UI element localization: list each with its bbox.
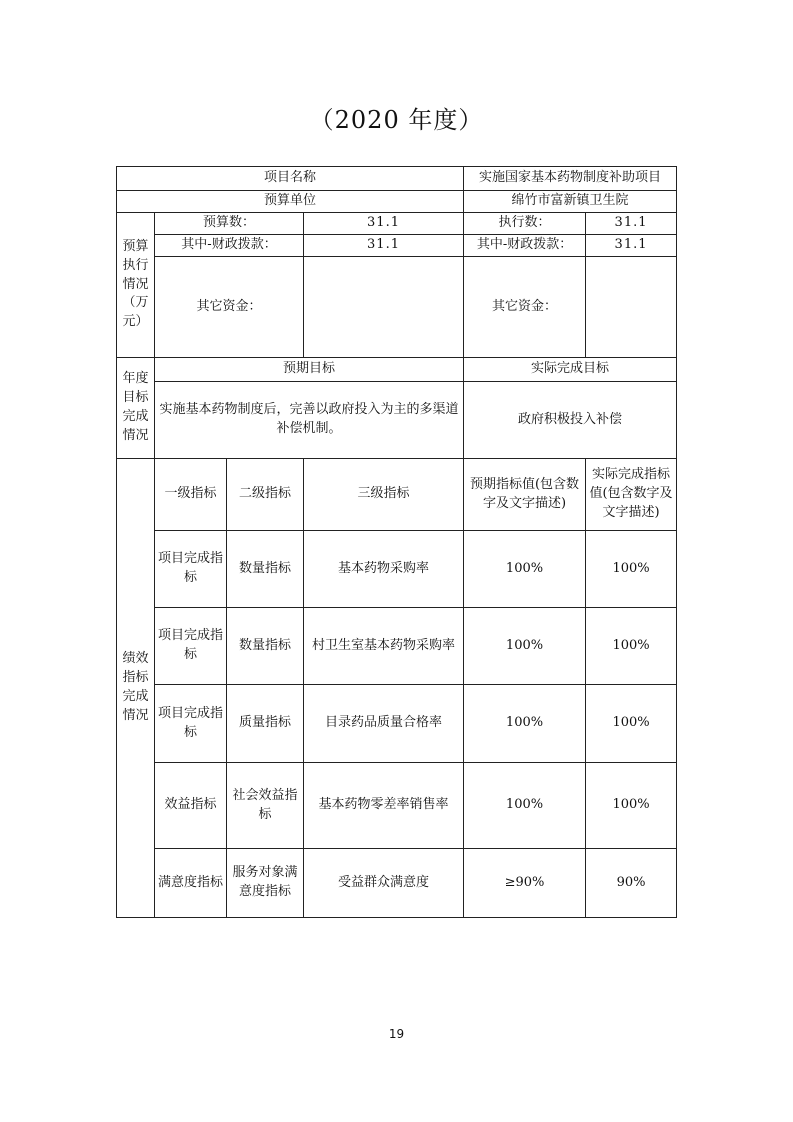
table-row xyxy=(117,685,677,763)
header-actual-value: 实际完成指标值(包含数字及文字描述) xyxy=(586,459,677,531)
other-funds-label: 其它资金： xyxy=(155,257,304,358)
level1-cell: 满意度指标 xyxy=(155,849,227,918)
performance-form xyxy=(116,166,677,918)
actual-value-cell: 100% xyxy=(586,685,677,763)
header-level1: 一级指标 xyxy=(155,459,227,531)
project-name-label: 项目名称 xyxy=(117,167,464,191)
budget-amount-value: 31.1 xyxy=(304,213,464,235)
level2-cell: 服务对象满意度指标 xyxy=(227,849,304,918)
executed-amount-label: 执行数： xyxy=(464,213,586,235)
actual-goal-header: 实际完成目标 xyxy=(464,358,677,382)
header-expected-value: 预期指标值(包含数字及文字描述) xyxy=(464,459,586,531)
level2-cell: 数量指标 xyxy=(227,608,304,685)
table-row xyxy=(117,763,677,849)
actual-value-cell: 90% xyxy=(586,849,677,918)
header-level3: 三级指标 xyxy=(304,459,464,531)
page-number: 19 xyxy=(388,1027,405,1041)
table-row xyxy=(117,608,677,685)
budget-unit-label: 预算单位 xyxy=(117,191,464,213)
fiscal-budget-value: 31.1 xyxy=(304,235,464,257)
expected-value-cell: 100% xyxy=(464,531,586,608)
level1-cell: 效益指标 xyxy=(155,763,227,849)
level1-cell: 项目完成指标 xyxy=(155,685,227,763)
table-row xyxy=(117,531,677,608)
expected-value-cell: ≥90% xyxy=(464,849,586,918)
fiscal-executed-label: 其中-财政拨款： xyxy=(464,235,586,257)
level3-cell: 基本药物采购率 xyxy=(304,531,464,608)
expected-goal-text: 实施基本药物制度后，完善以政府投入为主的多渠道补偿机制。 xyxy=(155,382,464,459)
level3-cell: 村卫生室基本药物采购率 xyxy=(304,608,464,685)
level2-cell: 质量指标 xyxy=(227,685,304,763)
table-row xyxy=(117,849,677,918)
budget-amount-label: 预算数： xyxy=(155,213,304,235)
other-funds-budget-value xyxy=(304,257,464,358)
actual-goal-text: 政府积极投入补偿 xyxy=(464,382,677,459)
actual-value-cell: 100% xyxy=(586,531,677,608)
expected-value-cell: 100% xyxy=(464,763,586,849)
expected-goal-header: 预期目标 xyxy=(155,358,464,382)
other-funds-executed-value xyxy=(586,257,677,358)
actual-value-cell: 100% xyxy=(586,763,677,849)
annual-goal-section-label: 年度目标完成情况 xyxy=(117,358,155,459)
document-title: （2020 年度） xyxy=(309,106,484,134)
actual-value-cell: 100% xyxy=(586,608,677,685)
level3-cell: 受益群众满意度 xyxy=(304,849,464,918)
other-funds-executed-label: 其它资金： xyxy=(464,257,586,358)
budget-section-label: 预算执行情况（万元） xyxy=(117,213,155,358)
fiscal-budget-label: 其中-财政拨款： xyxy=(155,235,304,257)
level3-cell: 目录药品质量合格率 xyxy=(304,685,464,763)
level3-cell: 基本药物零差率销售率 xyxy=(304,763,464,849)
level2-cell: 数量指标 xyxy=(227,531,304,608)
fiscal-executed-value: 31.1 xyxy=(586,235,677,257)
project-name-value: 实施国家基本药物制度补助项目 xyxy=(464,167,677,191)
expected-value-cell: 100% xyxy=(464,608,586,685)
performance-section-label: 绩效指标完成情况 xyxy=(117,459,155,918)
level2-cell: 社会效益指标 xyxy=(227,763,304,849)
expected-value-cell: 100% xyxy=(464,685,586,763)
budget-unit-value: 绵竹市富新镇卫生院 xyxy=(464,191,677,213)
level1-cell: 项目完成指标 xyxy=(155,531,227,608)
form-table xyxy=(116,166,677,918)
header-level2: 二级指标 xyxy=(227,459,304,531)
executed-amount-value: 31.1 xyxy=(586,213,677,235)
level1-cell: 项目完成指标 xyxy=(155,608,227,685)
